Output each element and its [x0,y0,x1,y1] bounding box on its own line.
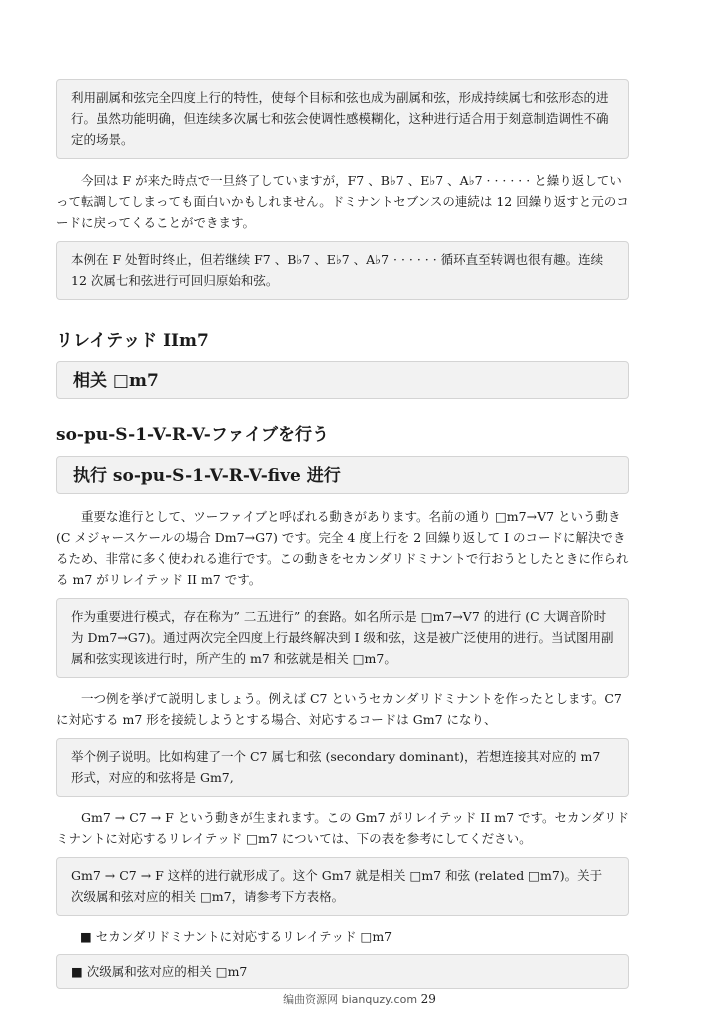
section-heading-exec: so-pu-S-1-V-R-V-ファイブを行う [56,425,329,445]
page-content [56,79,629,989]
paragraph-3: 一つ例を挙げて説明しましょう。例えば C7 というセカンダリドミナントを作ったとします。C7 に対応する m7 形を接続しようとする場合、対応するコードは Gm7 になり、 [56,691,622,727]
translation-box-4: 举个例子说明。比如构建了一个 C7 属七和弦 (secondary dominant)，若想连接其对应的 m7 形式，对应的和弦将是 Gm7, [56,738,629,797]
section-heading-exec-translation: 执行 so-pu-S-1-V-R-V-five 进行 [56,456,629,494]
page-number: 29 [420,992,436,1006]
paragraph-2: 重要な進行として、ツーファイブと呼ばれる動きがあります。名前の通り □m7→V7 という動き (C メジャースケールの場合 Dm7→G7) です。完全 4 度上行を 2 回繰り返して I のコードに解決できるため、非常に多く使われる進行です。この動きをセカンダリドミナントで行おうとしたときに作られる m7 がリレイテッド II m7 です。 [56,509,629,587]
translation-box-5: Gm7 → C7 → F 这样的进行就形成了。这个 Gm7 就是相关 □m7 和弦 (related □m7)。关于次级属和弦对应的相关 □m7，请参考下方表格。 [56,857,629,916]
paragraph-1: 今回は F が来た時点で一旦終了していますが，F7 、B♭7 、E♭7 、A♭7 · · · · · · と繰り返していって転調してしまっても面白いかもしれません。ドミナントセブンスの連続は 12 回繰り返すと元のコードに戻ってくることができます。 [56,173,629,230]
table-caption-translation: ■ 次级属和弦对应的相关 □m7 [56,954,629,989]
translation-box-1: 利用副属和弦完全四度上行的特性，使每个目标和弦也成为副属和弦，形成持续属七和弦形态的进行。虽然功能明确，但连续多次属七和弦会使调性感模糊化，这种进行适合用于刻意制造调性不确定的场景。 [56,79,629,159]
page-footer [0,991,719,1007]
translation-box-2: 本例在 F 处暂时终止，但若继续 F7 、B♭7 、E♭7 、A♭7 · · · · · · 循环直至转调也很有趣。连续 12 次属七和弦进行可回归原始和弦。 [56,241,629,300]
translation-box-3: 作为重要进行模式，存在称为” 二五进行” 的套路。如名所示是 □m7→V7 的进行 (C 大调音阶时为 Dm7→G7)。通过两次完全四度上行最终解决到 I 级和弦，这是被广泛使用的进行。当试图用副属和弦实现该进行时，所产生的 m7 和弦就是相关 □m7。 [56,598,629,678]
section-heading-related: リレイテッド IIm7 [56,331,209,351]
watermark: 编曲资源网 bianquzy.com [283,993,418,1006]
section-heading-related-translation: 相关 □m7 [56,361,629,399]
paragraph-4: Gm7 → C7 → F という動きが生まれます。この Gm7 がリレイテッド II m7 です。セカンダリドミナントに対応するリレイテッド □m7 については、下の表を参考にしてください。 [56,810,630,846]
table-caption: ■ セカンダリドミナントに対応するリレイテッド □m7 [80,929,393,944]
